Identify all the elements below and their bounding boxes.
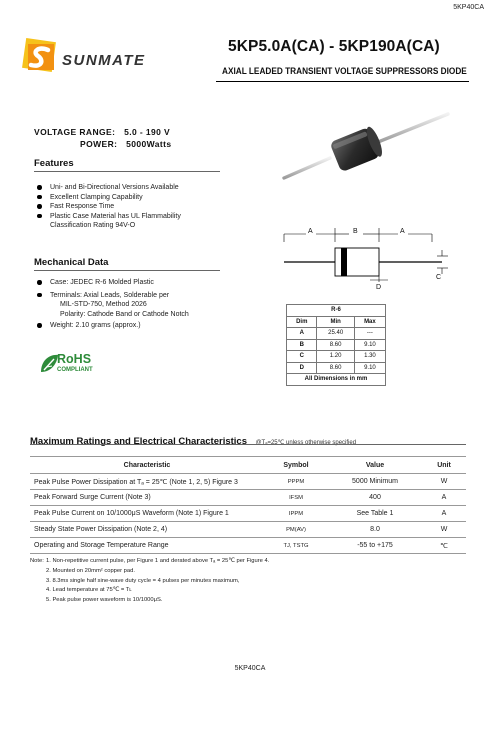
note-item: 5. Peak pulse power waveform is 10/1000μS. <box>46 597 163 604</box>
feature-item: Plastic Case Material has UL Flammability <box>34 212 224 222</box>
dim-cell: D <box>287 362 317 374</box>
feature-item: Fast Response Time <box>34 202 224 212</box>
dim-table-header: Dim <box>287 316 317 328</box>
rohs-badge <box>38 350 118 380</box>
table-row <box>30 490 466 506</box>
ratings-cell: PM(AV) <box>264 522 328 538</box>
dim-label-b: B <box>353 228 358 235</box>
sunmate-logo <box>22 38 182 78</box>
diode-photo <box>278 108 478 200</box>
dimension-drawing <box>272 222 462 294</box>
table-row <box>30 538 466 554</box>
ratings-cell: A <box>422 490 466 506</box>
table-row <box>30 506 466 522</box>
features-rule <box>34 171 220 172</box>
header-divider <box>216 81 469 82</box>
mechanical-item: Weight: 2.10 grams (approx.) <box>34 321 224 331</box>
mechanical-heading: Mechanical Data <box>34 257 109 268</box>
mechanical-rule <box>34 270 220 271</box>
package-outline-icon <box>272 222 462 294</box>
mechanical-item-cont: Polarity: Cathode Band or Cathode Notch <box>60 310 189 318</box>
svg-text:SUNMATE: SUNMATE <box>62 52 146 69</box>
dim-table-title: R-6 <box>287 305 386 317</box>
note-item: 2. Mounted on 20mm² copper pad. <box>46 567 135 574</box>
dim-table-header: Min <box>317 316 354 328</box>
voltage-range-line <box>34 127 170 137</box>
ratings-cell: See Table 1 <box>328 506 422 522</box>
mechanical-item: Terminals: Axial Leads, Solderable per <box>34 291 224 301</box>
dim-table-header: Max <box>354 316 385 328</box>
ratings-heading-line <box>30 431 356 449</box>
notes-label: Note: <box>30 558 44 564</box>
dim-cell: 9.10 <box>354 339 385 351</box>
dim-cell: 25.40 <box>317 328 354 340</box>
page-subtitle: AXIAL LEADED TRANSIENT VOLTAGE SUPPRESSORS DIODE <box>222 66 467 77</box>
voltage-range-value: 5.0 - 190 V <box>124 127 171 137</box>
ratings-header: Unit <box>422 457 466 474</box>
ratings-cell: TJ, TSTG <box>264 538 328 554</box>
ratings-cell: Operating and Storage Temperature Range <box>30 538 264 554</box>
dim-label-c: C <box>436 274 442 281</box>
ratings-cell: Peak Forward Surge Current (Note 3) <box>30 490 264 506</box>
dim-label-a: A <box>308 228 313 235</box>
table-row <box>287 351 386 363</box>
ratings-cell: 8.0 <box>328 522 422 538</box>
dim-cell: B <box>287 339 317 351</box>
page-title: 5KP5.0A(CA) - 5KP190A(CA) <box>228 38 440 55</box>
ratings-cell: Peak Pulse Power Dissipation at Tₐ = 25℃ (Note 1, 2, 5) Figure 3 <box>30 474 264 490</box>
ratings-cell: W <box>422 522 466 538</box>
ratings-cell: Steady State Power Dissipation (Note 2, 4) <box>30 522 264 538</box>
notes-block <box>30 557 470 606</box>
dim-cell: --- <box>354 328 385 340</box>
header-part-code: 5KP40CA <box>453 4 484 11</box>
rohs-sub: COMPLIANT <box>57 367 93 373</box>
mechanical-item: Case: JEDEC R-6 Molded Plastic <box>34 278 224 288</box>
ratings-cell: Peak Pulse Current on 10/1000μS Waveform (Note 1) Figure 1 <box>30 506 264 522</box>
feature-item: Excellent Clamping Capability <box>34 193 224 203</box>
ratings-cell: PPPM <box>264 474 328 490</box>
dim-label-d: D <box>376 284 382 291</box>
ratings-cell: 5000 Minimum <box>328 474 422 490</box>
ratings-cell: IFSM <box>264 490 328 506</box>
ratings-rule <box>30 444 466 445</box>
ratings-condition: @Tₐ=25℃ unless otherwise specified <box>255 440 357 446</box>
dim-label-a2: A <box>400 228 405 235</box>
ratings-cell: W <box>422 474 466 490</box>
ratings-table <box>30 456 466 554</box>
diode-image-icon <box>278 108 478 200</box>
dim-table-footer: All Dimensions in mm <box>287 374 386 386</box>
dim-cell: 8.60 <box>317 339 354 351</box>
ratings-header: Symbol <box>264 457 328 474</box>
feature-item: Uni- and Bi-Directional Versions Available <box>34 183 224 193</box>
note-item: 3. 8.3ms single half sine-wave duty cycle = 4 pulses per minutes maximum, <box>46 577 240 584</box>
feature-item-cont: Classification Rating 94V-O <box>50 222 136 229</box>
ratings-header: Value <box>328 457 422 474</box>
features-list <box>34 183 224 231</box>
mechanical-list <box>34 278 224 331</box>
dim-cell: 8.60 <box>317 362 354 374</box>
dim-cell: C <box>287 351 317 363</box>
note-item: 4. Lead temperature at 75℃ = Tʟ <box>46 587 132 594</box>
note-item: 1. Non-repetitive current pulse, per Figure 1 and derated above Tₐ = 25℃ per Figure 4. <box>46 558 270 564</box>
power-value: 5000Watts <box>126 139 172 149</box>
ratings-cell: -55 to +175 <box>328 538 422 554</box>
dimension-table <box>286 304 386 386</box>
table-row <box>287 362 386 374</box>
dim-cell: 1.30 <box>354 351 385 363</box>
ratings-heading: Maximum Ratings and Electrical Characteristics <box>30 436 247 447</box>
features-heading: Features <box>34 158 74 169</box>
power-label: POWER: <box>80 139 118 149</box>
table-row <box>30 522 466 538</box>
voltage-range-label: VOLTAGE RANGE: <box>34 127 116 137</box>
table-row <box>287 328 386 340</box>
footer-part-code: 5KP40CA <box>234 665 266 672</box>
ratings-cell: IPPM <box>264 506 328 522</box>
dim-cell: A <box>287 328 317 340</box>
ratings-header: Characteristic <box>30 457 264 474</box>
ratings-cell: 400 <box>328 490 422 506</box>
table-row <box>287 339 386 351</box>
logo-mark-icon <box>22 38 182 78</box>
ratings-cell: ℃ <box>422 538 466 554</box>
mechanical-item-cont: MIL-STD-750, Method 2026 <box>60 301 147 308</box>
dim-cell: 9.10 <box>354 362 385 374</box>
table-row <box>30 474 466 490</box>
dim-cell: 1.20 <box>317 351 354 363</box>
power-line <box>80 139 171 149</box>
rohs-label: RoHS <box>57 352 92 366</box>
ratings-cell: A <box>422 506 466 522</box>
